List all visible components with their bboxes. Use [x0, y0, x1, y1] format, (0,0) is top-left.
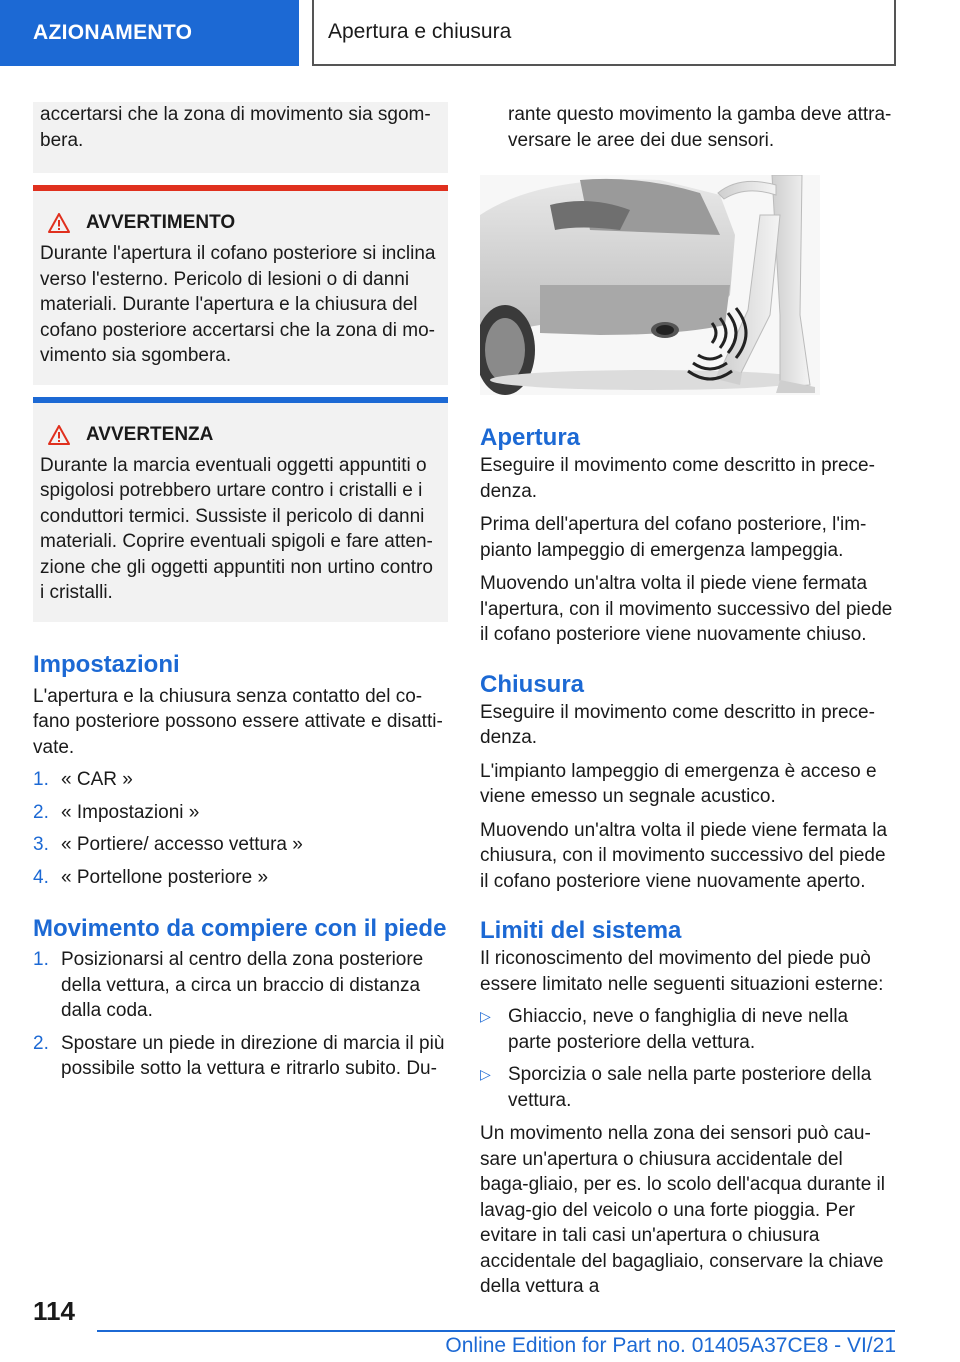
notice-title: AVVERTENZA	[86, 423, 214, 445]
footer-rule	[97, 1330, 895, 1332]
notice-text: Durante la marcia eventuali oggetti appuntiti o spigolosi potrebbero urtare contro i cristalli e i conduttori termici. Sussiste il pericolo di danni materiali. Coprire eventuali spigoli e fare atten-zione che gli oggetti appuntiti non urtino contro i cristalli.	[40, 454, 433, 603]
apertura-text-3: Muovendo un'altra volta il piede viene fermata l'apertura, con il movimento successivo del piede il cofano posteriore viene nuovamente chiuso.	[480, 573, 893, 645]
apertura-text-1: Eseguire il movimento come descritto in prece-denza.	[480, 455, 875, 502]
list-item	[33, 947, 448, 1024]
settings-steps-list	[33, 767, 448, 890]
step-number: 2.	[33, 801, 49, 823]
list-item	[33, 832, 448, 858]
list-item	[480, 1062, 895, 1113]
step-text: « Portiere/ accesso vettura »	[61, 834, 303, 855]
heading-apertura: Apertura	[480, 424, 581, 451]
warning-triangle-icon	[48, 425, 70, 445]
tailgate-illustration	[480, 175, 820, 395]
step-number: 1.	[33, 769, 49, 790]
chiusura-text-3: Muovendo un'altra volta il piede viene fermata la chiusura, con il movimento successivo del piede il cofano posteriore viene nuovamente aperto.	[480, 819, 888, 892]
warning-triangle-icon	[48, 213, 70, 233]
limiti-bullets	[480, 1004, 895, 1113]
page-number: 114	[33, 1296, 75, 1326]
warning-box	[33, 191, 448, 385]
car-rear-foot-sensor-image	[480, 175, 820, 395]
spacer	[480, 563, 895, 571]
footer-edition: Online Edition for Part no. 01405A37CE8 - VI/21	[445, 1334, 896, 1357]
spacer	[480, 1113, 895, 1121]
warning-title-row	[40, 211, 441, 235]
heading-impostazioni: Impostazioni	[33, 650, 180, 678]
step-number: 1.	[33, 949, 49, 970]
step-text: Posizionarsi al centro della zona posteriore della vettura, a circa un braccio di distanza dalla coda.	[61, 949, 424, 1021]
step-number: 3.	[33, 834, 49, 855]
list-item	[33, 865, 448, 891]
left-column	[33, 102, 448, 1082]
bullet-text: Sporcizia o sale nella parte posteriore della vettura.	[508, 1064, 872, 1111]
bullet-triangle-icon: ▷	[480, 1008, 491, 1024]
right-column	[480, 102, 895, 1300]
continued-text: rante questo movimento la gamba deve attra-versare le aree dei due sensori.	[508, 104, 892, 151]
heading-limiti: Limiti del sistema	[480, 917, 682, 944]
step-number: 2.	[33, 1032, 49, 1054]
chiusura-text-2: L'impianto lampeggio di emergenza è acceso e viene emesso un segnale acustico.	[480, 760, 877, 807]
movement-steps-list	[33, 947, 448, 1082]
continued-box	[33, 102, 448, 173]
list-item	[33, 1031, 448, 1082]
chapter-title[interactable]: Apertura e chiusura	[312, 0, 896, 66]
limiti-text-2: Un movimento nella zona dei sensori può cau-sare un'apertura o chiusura accidentale del baga-gliaio, per es. lo scolo dell'acqua durante il lavag-gio del veicolo o una forte pioggia. Per evitare in tali casi un'apertura o chiusura accidentale del bagagliaio, conservare la chiave della vettura a	[480, 1123, 885, 1297]
warning-text: Durante l'apertura il cofano posteriore si inclina verso l'esterno. Pericolo di lesioni o di danni materiali. Durante l'apertura e la chiusura del cofano posteriore accertarsi che la zona di mo-vimento sia sgombera.	[40, 243, 436, 366]
limiti-text-1: Il riconoscimento del movimento del piede può essere limitato nelle seguenti situazioni esterne:	[480, 948, 884, 995]
step-text: Spostare un piede in direzione di marcia il più possibile sotto la vettura e ritrarlo subito. Du-	[61, 1032, 445, 1079]
spacer	[480, 810, 895, 818]
step-text: « Impostazioni »	[61, 801, 200, 823]
bullet-text: Ghiaccio, neve o fanghiglia di neve nella parte posteriore della vettura.	[508, 1006, 849, 1053]
apertura-text-2: Prima dell'apertura del cofano posteriore, l'im-pianto lampeggio di emergenza lampeggia.	[480, 514, 867, 561]
page-header	[0, 0, 960, 66]
notice-title-row	[40, 423, 441, 447]
list-item	[480, 1004, 895, 1055]
warning-title: AVVERTIMENTO	[86, 212, 236, 233]
bullet-triangle-icon: ▷	[480, 1066, 491, 1082]
spacer	[480, 504, 895, 512]
section-tab[interactable]: AZIONAMENTO	[0, 0, 299, 66]
heading-chiusura: Chiusura	[480, 670, 585, 698]
chiusura-text-1: Eseguire il movimento come descritto in prece-denza.	[480, 701, 875, 748]
heading-movimento: Movimento da compiere con il piede	[33, 915, 447, 942]
impostazioni-text: L'apertura e la chiusura senza contatto del co-fano posteriore possono essere attivate e disatti-vate.	[33, 685, 443, 758]
list-item	[33, 800, 448, 826]
step-number: 4.	[33, 866, 49, 888]
step-text: « CAR »	[61, 769, 133, 790]
continued-text: accertarsi che la zona di movimento sia sgom-bera.	[40, 104, 431, 151]
list-item	[33, 767, 448, 793]
spacer	[480, 751, 895, 759]
step-text: « Portellone posteriore »	[61, 866, 269, 888]
notice-box	[33, 403, 448, 622]
